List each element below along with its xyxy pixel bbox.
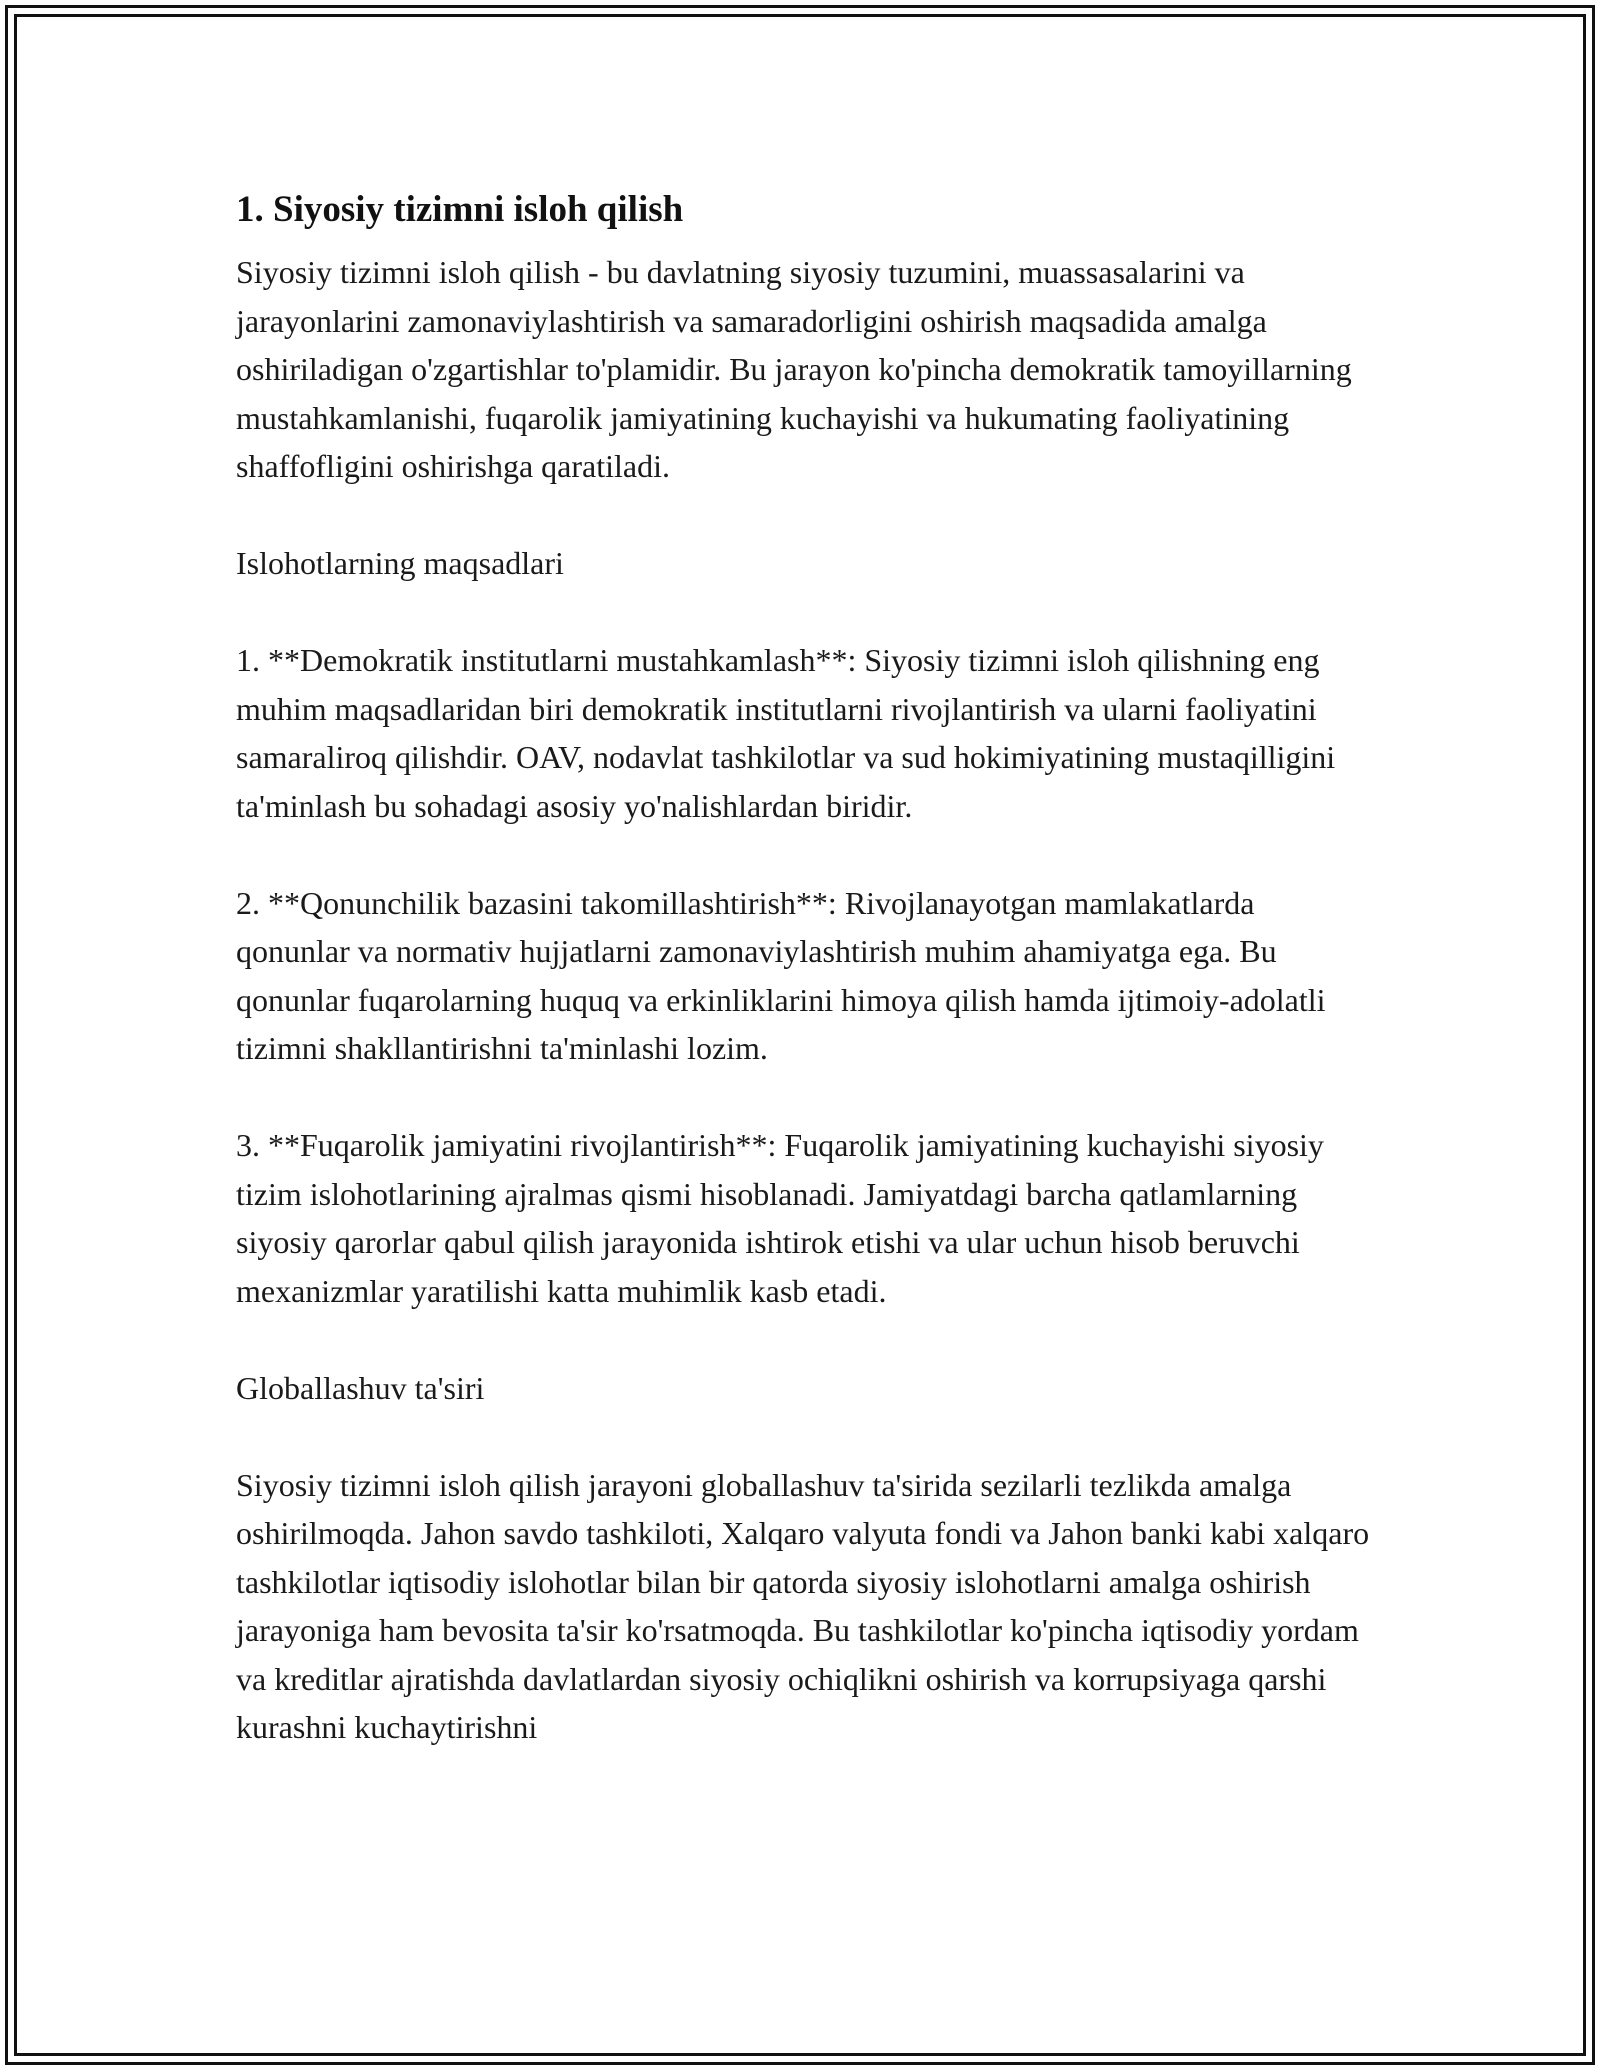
list-item-paragraph: 3. **Fuqarolik jamiyatini rivojlantirish**: Fuqarolik jamiyatining kuchayishi siyosiy tizim islohotlarining ajralmas qismi hisoblanadi. Jamiyatdagi barcha qatlamlarning siyosiy qarorlar qabul qilish jarayonida ishtirok etishi va ular uchun hisob beruvchi mexanizmlar yaratilishi katta muhimlik kasb etadi. — [236, 1127, 1324, 1309]
section-heading-globalization: Globallashuv ta'siri — [236, 1369, 485, 1406]
section-heading-goals: Islohotlarning maqsadlari — [236, 545, 564, 581]
intro-paragraph: Siyosiy tizimni isloh qilish - bu davlatning siyosiy tuzumini, muassasalarini va jarayonlarini zamonaviylashtirish va samaradorligini oshirish maqsadida amalga oshiriladigan o'zgartishlar to'plamidir. Bu jarayon ko'pincha demokratik tamoyillarning mustahkamlanishi, fuqarolik jamiyatining kuchayishi va hukumating faoliyatining shaffofligini oshirishga qaratiladi. — [236, 254, 1352, 484]
document-body — [236, 186, 1376, 1800]
globalization-paragraph: Siyosiy tizimni isloh qilish jarayoni globallashuv ta'sirida sezilarli tezlikda amalga oshirilmoqda. Jahon savdo tashkiloti, Xalqaro valyuta fondi va Jahon banki kabi xalqaro tashkilotlar iqtisodiy islohotlar bilan bir qatorda siyosiy islohotlarni amalga oshirish jarayoniga ham bevosita ta'sir ko'rsatmoqda. Bu tashkilotlar ko'pincha iqtisodiy yordam va kreditlar ajratishda davlatlardan siyosiy ochiqlikni oshirish va korrupsiyaga qarshi kurashni kuchaytirishni — [236, 1466, 1370, 1745]
list-item-paragraph: 2. **Qonunchilik bazasini takomillashtirish**: Rivojlanayotgan mamlakatlarda qonunlar va normativ hujjatlarni zamonaviylashtirish muhim ahamiyatga ega. Bu qonunlar fuqarolarning huquq va erkinliklarini himoya qilish hamda ijtimoiy-adolatli tizimni shakllantirishni ta'minlashi lozim. — [236, 884, 1326, 1066]
document-title: 1. Siyosiy tizimni isloh qilish — [236, 189, 684, 230]
list-item-paragraph: 1. **Demokratik institutlarni mustahkamlash**: Siyosiy tizimni isloh qilishning eng muhim maqsadlaridan biri demokratik institutlarni rivojlantirish va ularni faoliyatini samaraliroq qilishdir. OAV, nodavlat tashkilotlar va sud hokimiyatining mustaqilligini ta'minlash bu sohadagi asosiy yo'nalishlardan biridir. — [236, 642, 1336, 824]
